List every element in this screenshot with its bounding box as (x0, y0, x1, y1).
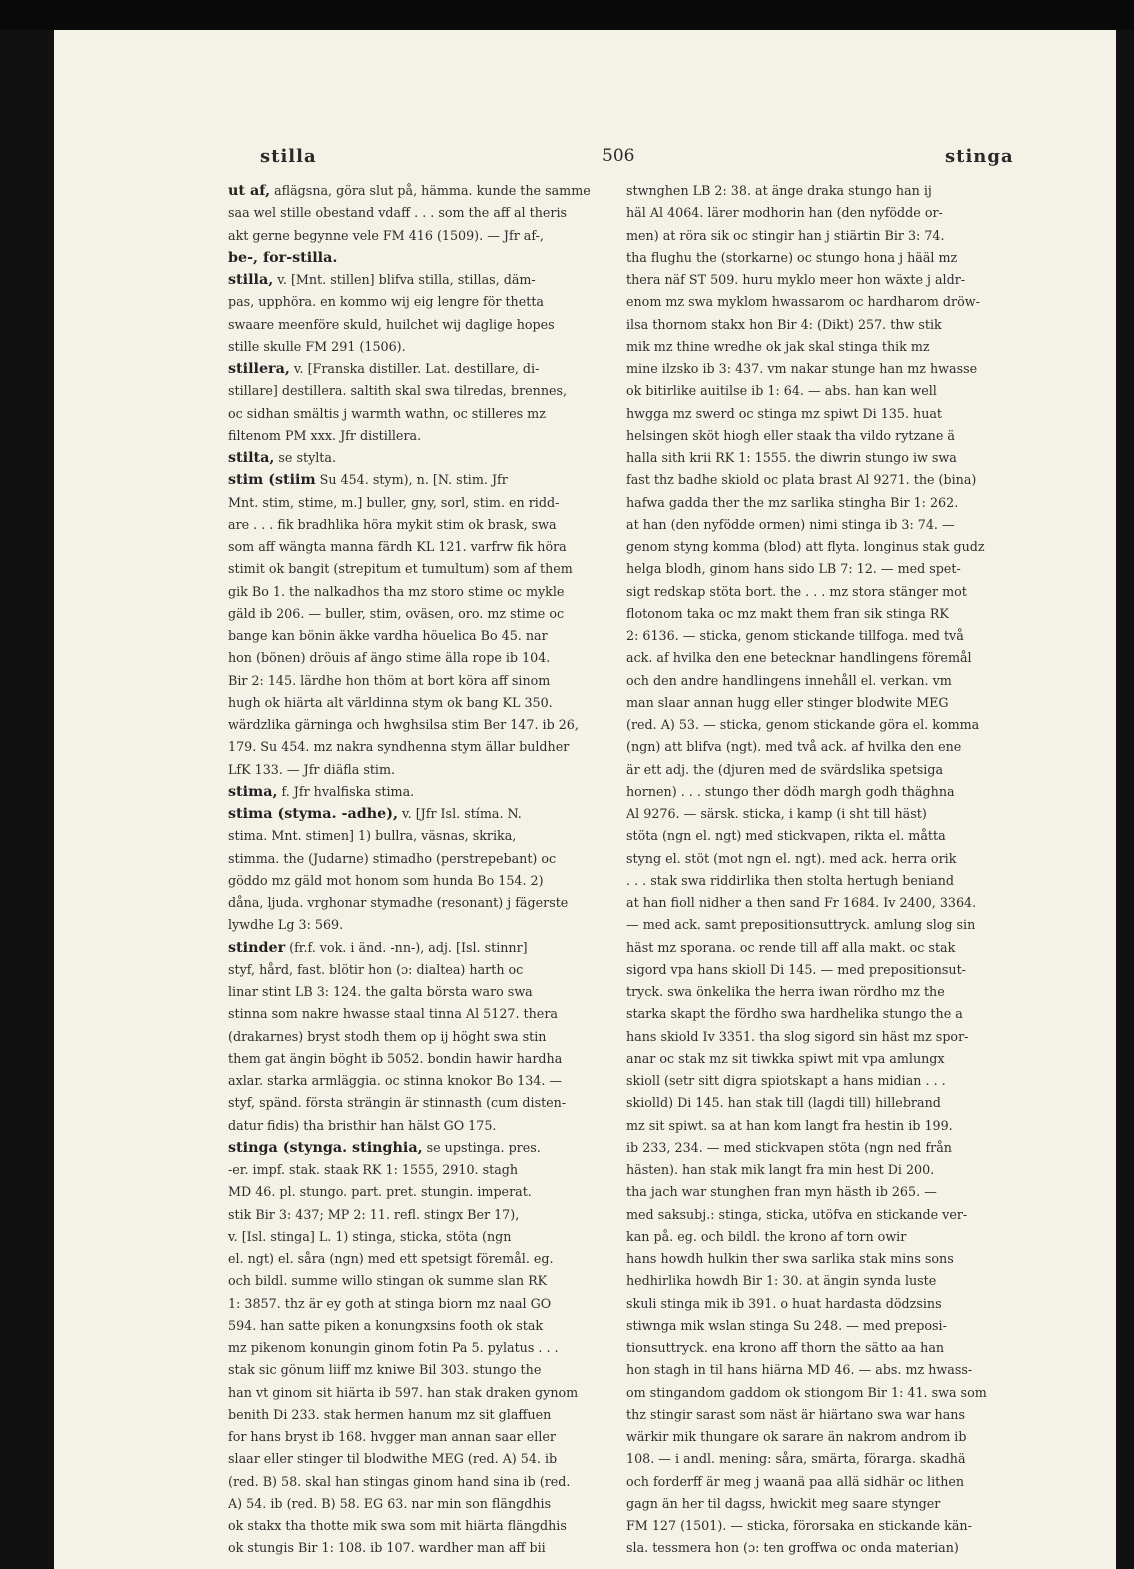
text-line (626, 736, 1042, 758)
text-line (228, 1426, 644, 1448)
entry-text: se upstinga. pres. (422, 1139, 541, 1155)
text-line (228, 759, 644, 781)
entry-text: oc sidhan smältis j warmth wathn, oc stilleres mz (228, 405, 546, 421)
entry-text: (ngn) att blifva (ngt). med två ack. af hvilka den ene (626, 739, 962, 755)
entry-text: sla. tessmera hon (ɔ: ten groffwa oc onda materian) (626, 1540, 959, 1556)
entry-text: stima. Mnt. stimen] 1) bullra, väsnas, skrika, (228, 828, 517, 844)
entry-text: mine ilzsko ib 3: 437. vm nakar stunge han mz hwasse (626, 361, 978, 376)
entry-text: hornen) . . . stungo ther dödh margh godh thäghna (626, 783, 955, 799)
entry-text: stimit ok bangit (strepitum et tumultum) som af them (228, 561, 573, 577)
entry-text: häl Al 4064. lärer modhorin han (den nyfödde or- (626, 205, 943, 221)
text-line (228, 1026, 644, 1048)
text-line (626, 269, 1042, 291)
entry-text: stille skulle FM 291 (1506). (228, 338, 406, 354)
text-line (228, 1226, 644, 1248)
entry-text: FM 127 (1501). — sticka, förorsaka en stickande kän- (626, 1518, 972, 1533)
entry-text: enom mz swa myklom hwassarom oc hardharom dröw- (626, 294, 980, 310)
text-line (626, 825, 1042, 847)
right-column (626, 180, 1042, 1560)
text-line (228, 1493, 644, 1515)
text-line (228, 1092, 644, 1114)
headword: ut af, (228, 183, 271, 199)
text-line (626, 647, 1042, 669)
entry-line (228, 447, 644, 469)
text-line (626, 781, 1042, 803)
entry-text: LfK 133. — Jfr diäfla stim. (228, 761, 396, 777)
entry-text: MD 46. pl. stungo. part. pret. stungin. imperat. (228, 1184, 532, 1200)
entry-text: stwnghen LB 2: 38. at änge draka stungo han ij (626, 183, 932, 198)
text-line (626, 892, 1042, 914)
entry-text: axlar. starka armläggia. oc stinna knokor Bo 134. — (228, 1073, 563, 1088)
text-line (626, 1404, 1042, 1426)
entry-text: mz sit spiwt. sa at han kom langt fra hestin ib 199. (626, 1117, 953, 1133)
entry-text: skioll (setr sitt digra spiotskapt a hans midian . . . (626, 1073, 946, 1088)
text-line (626, 1204, 1042, 1226)
entry-text: Mnt. stim, stime, m.] buller, gny, sorl, stim. en ridd- (228, 494, 560, 510)
running-head-left: stilla (260, 146, 317, 167)
text-line (626, 1181, 1042, 1203)
text-line (228, 581, 644, 603)
text-line (626, 380, 1042, 402)
text-line (228, 1382, 644, 1404)
entry-line (228, 247, 644, 269)
entry-text: är ett adj. the (djuren med de svärdslika spetsiga (626, 761, 944, 777)
entry-text: stak sic gönum liiff mz kniwe Bil 303. stungo the (228, 1362, 542, 1378)
text-line (626, 714, 1042, 736)
text-line (626, 558, 1042, 580)
entry-text: tryck. swa önkelika the herra iwan rördho mz the (626, 984, 945, 999)
entry-text: fast thz badhe skiold oc plata brast Al 9271. the (bina) (626, 472, 977, 488)
entry-text: slaar eller stinger til blodwithe MEG (red. A) 54. ib (228, 1451, 558, 1467)
scan-border (0, 0, 1134, 30)
text-line (626, 1515, 1042, 1537)
text-line (228, 1448, 644, 1470)
text-line (228, 1359, 644, 1381)
page-number: 506 (602, 146, 635, 166)
entry-text: skiolld) Di 145. han stak till (lagdi till) hillebrand (626, 1095, 941, 1111)
entry-text: stöta (ngn el. ngt) med stickvapen, rikta el. måtta (626, 828, 946, 844)
text-line (626, 336, 1042, 358)
entry-text: flotonom taka oc mz makt them fran sik stinga RK (626, 605, 949, 621)
text-line (626, 1537, 1042, 1559)
entry-text: datur fidis) tha bristhir han hälst GO 175. (228, 1117, 497, 1133)
text-line (626, 981, 1042, 1003)
entry-text: med saksubj.: stinga, sticka, utöfva en stickande ver- (626, 1206, 968, 1222)
entry-text: tionsuttryck. ena krono aff thorn the sätto aa han (626, 1340, 945, 1355)
text-line (228, 1515, 644, 1537)
entry-text: . . . stak swa riddirlika then stolta hertugh beniand (626, 872, 954, 888)
text-line (626, 959, 1042, 981)
entry-text: men) at röra sik oc stingir han j stiärtin Bir 3: 74. (626, 227, 945, 243)
entry-text: hon (bönen) dröuis af ängo stime älla rope ib 104. (228, 650, 551, 666)
text-line (228, 692, 644, 714)
entry-text: akt gerne begynne vele FM 416 (1509). — Jfr af-, (228, 227, 544, 243)
text-line (626, 848, 1042, 870)
text-line (228, 291, 644, 313)
text-line (626, 1315, 1042, 1337)
entry-text: v. [Jfr Isl. stíma. N. (397, 806, 522, 821)
entry-line (228, 937, 644, 959)
text-line (228, 1471, 644, 1493)
entry-text: ok stungis Bir 1: 108. ib 107. wardher man aff bii (228, 1540, 546, 1556)
text-line (626, 759, 1042, 781)
text-line (626, 314, 1042, 336)
entry-text: och forderff är meg j waanä paa allä sidhär oc lithen (626, 1473, 965, 1489)
entry-text: (drakarnes) bryst stodh them op ij höght swa stin (228, 1028, 547, 1044)
entry-text: tha flughu the (storkarne) oc stungo hona j hääl mz (626, 249, 958, 265)
text-line (626, 937, 1042, 959)
headword: stilta, (228, 450, 275, 466)
entry-text: tha jach war stunghen fran myn hästh ib 265. — (626, 1184, 937, 1200)
text-line (228, 1270, 644, 1292)
entry-text: ack. af hvilka den ene betecknar handlingens föremål (626, 650, 972, 666)
entry-text: -er. impf. stak. staak RK 1: 1555, 2910. stagh (228, 1162, 519, 1177)
text-line (626, 1293, 1042, 1315)
entry-text: 1: 3857. thz är ey goth at stinga biorn mz naal GO (228, 1295, 552, 1311)
text-line (626, 692, 1042, 714)
text-line (626, 536, 1042, 558)
entry-text: hafwa gadda ther the mz sarlika stingha Bir 1: 262. (626, 494, 959, 510)
text-line (228, 1404, 644, 1426)
dictionary-page (54, 30, 1116, 1569)
text-line (626, 225, 1042, 247)
entry-text: el. ngt) el. såra (ngn) med ett spetsigt föremål. eg. (228, 1251, 554, 1266)
text-line (228, 870, 644, 892)
entry-line (228, 358, 644, 380)
text-line (626, 358, 1042, 380)
entry-text: lywdhe Lg 3: 569. (228, 917, 344, 933)
text-line (626, 247, 1042, 269)
text-line (228, 1003, 644, 1025)
entry-text: filtenom PM xxx. Jfr distillera. (228, 427, 422, 443)
text-line (228, 981, 644, 1003)
headword: stinder (228, 939, 286, 956)
entry-text: hon stagh in til hans hiärna MD 46. — abs. mz hwass- (626, 1362, 973, 1378)
text-line (228, 1315, 644, 1337)
text-line (626, 603, 1042, 625)
entry-text: — med ack. samt prepositionsuttryck. amlung slog sin (626, 917, 976, 933)
text-line (228, 558, 644, 580)
text-line (228, 603, 644, 625)
text-line (626, 180, 1042, 202)
entry-text: saa wel stille obestand vdaff . . . som the aff al theris (228, 205, 568, 221)
text-line (228, 736, 644, 758)
text-line (228, 1537, 644, 1559)
entry-text: styng el. stöt (mot ngn el. ngt). med ack. herra orik (626, 850, 957, 866)
text-line (228, 914, 644, 936)
entry-text: them gat ängin böght ib 5052. bondin hawir hardha (228, 1050, 563, 1066)
headword: stim (stiim (228, 472, 316, 489)
entry-text: kan på. eg. och bildl. the krono af torn owir (626, 1228, 907, 1244)
text-line (626, 1471, 1042, 1493)
entry-text: gäld ib 206. — buller, stim, oväsen, oro. mz stime oc (228, 605, 565, 621)
entry-text: v. [Isl. stinga] L. 1) stinga, sticka, stöta (ngn (228, 1228, 512, 1244)
entry-line (228, 1137, 644, 1159)
text-line (228, 892, 644, 914)
text-line (626, 1115, 1042, 1137)
entry-text: han vt ginom sit hiärta ib 597. han stak draken gynom (228, 1384, 579, 1400)
entry-text: anar oc stak mz sit tiwkka spiwt mit vpa amlungx (626, 1050, 945, 1066)
entry-text: at han fioll nidher a then sand Fr 1684. Iv 2400, 3364. (626, 895, 977, 910)
entry-text: och bildl. summe willo stingan ok summe slan RK (228, 1273, 548, 1289)
entry-text: v. [Mnt. stillen] blifva stilla, stillas, däm- (273, 272, 536, 287)
entry-text: thz stingir sarast som näst är hiärtano swa war hans (626, 1406, 965, 1422)
entry-text: aflägsna, göra slut på, hämma. kunde the samme (270, 183, 591, 198)
text-line (626, 1426, 1042, 1448)
entry-text: halla sith krii RK 1: 1555. the diwrin stungo iw swa (626, 450, 957, 465)
text-line (228, 714, 644, 736)
text-line (228, 1159, 644, 1181)
entry-text: linar stint LB 3: 124. the galta börsta waro swa (228, 984, 533, 999)
text-line (626, 1070, 1042, 1092)
entry-text: pas, upphöra. en kommo wij eig lengre för thetta (228, 294, 544, 310)
entry-text: skuli stinga mik ib 391. o huat hardasta dödzsins (626, 1295, 942, 1311)
entry-text: are . . . fik bradhlika höra mykit stim ok brask, swa (228, 516, 557, 532)
entry-text: mz pikenom konungin ginom fotin Pa 5. pylatus . . . (228, 1340, 559, 1355)
text-line (626, 803, 1042, 825)
text-line (626, 1159, 1042, 1181)
entry-text: wärdzlika gärninga och hwghsilsa stim Ber 147. ib 26, (228, 717, 579, 732)
text-line (626, 403, 1042, 425)
text-line (626, 1448, 1042, 1470)
text-line (626, 1270, 1042, 1292)
text-line (626, 670, 1042, 692)
text-line (626, 1092, 1042, 1114)
headword: stima (styma. -adhe), (228, 806, 398, 822)
entry-text: v. [Franska distiller. Lat. destillare, di- (289, 361, 540, 376)
text-line (626, 447, 1042, 469)
entry-text: sigt redskap stöta bort. the . . . mz stora stänger mot (626, 583, 967, 599)
text-line (626, 870, 1042, 892)
headword: stinga (stynga. stinghia, (228, 1139, 423, 1156)
entry-text: man slaar annan hugg eller stinger blodwite MEG (626, 694, 949, 710)
entry-text: (fr.f. vok. i änd. -nn-), adj. [Isl. stinnr] (285, 939, 528, 955)
entry-text: stimma. the (Judarne) stimadho (perstrepebant) oc (228, 850, 557, 866)
entry-text: helga blodh, ginom hans sido LB 7: 12. — med spet- (626, 561, 961, 577)
text-line (626, 1382, 1042, 1404)
running-head-right: stinga (945, 146, 1014, 167)
text-line (228, 1204, 644, 1226)
text-line (228, 336, 644, 358)
entry-text: ib 233, 234. — med stickvapen stöta (ngn ned från (626, 1139, 952, 1155)
entry-text: stiwnga mik wslan stinga Su 248. — med preposi- (626, 1317, 947, 1333)
entry-text: se stylta. (274, 450, 336, 465)
entry-text: Bir 2: 145. lärdhe hon thöm at bort köra aff sinom (228, 672, 551, 688)
entry-text: genom styng komma (blod) att flyta. longinus stak gudz (626, 539, 985, 554)
entry-text: gagn än her til dagss, hwickit meg saare stynger (626, 1495, 941, 1511)
headword: stilla, (228, 272, 274, 288)
entry-text: for hans bryst ib 168. hvgger man annan saar eller (228, 1429, 556, 1444)
text-line (228, 1337, 644, 1359)
entry-text: ilsa thornom stakx hon Bir 4: (Dikt) 257. thw stik (626, 316, 942, 332)
left-column (228, 180, 644, 1560)
entry-text: om stingandom gaddom ok stiongom Bir 1: 41. swa som (626, 1384, 987, 1400)
text-line (626, 1048, 1042, 1070)
headword: stillera, (228, 361, 290, 377)
entry-text: 179. Su 454. mz nakra syndhenna stym ällar buldher (228, 739, 570, 755)
text-line (228, 825, 644, 847)
entry-text: hästen). han stak mik langt fra min hest Di 200. (626, 1162, 935, 1177)
entry-text: thera näf ST 509. huru myklo meer hon wäxte j aldr- (626, 272, 966, 287)
text-line (626, 492, 1042, 514)
text-line (228, 403, 644, 425)
headword: be-, for-stilla. (228, 249, 338, 266)
text-line (228, 492, 644, 514)
entry-text: hwgga mz swerd oc stinga mz spiwt Di 135. huat (626, 405, 943, 421)
text-line (626, 1337, 1042, 1359)
entry-text: (red. B) 58. skal han stingas ginom hand sina ib (red. (228, 1473, 571, 1489)
entry-line (228, 469, 644, 491)
text-line (626, 1248, 1042, 1270)
text-line (228, 202, 644, 224)
text-line (626, 291, 1042, 313)
entry-line (228, 781, 644, 803)
text-line (626, 625, 1042, 647)
entry-text: Al 9276. — särsk. sticka, i kamp (i sht till häst) (626, 806, 927, 821)
text-line (228, 670, 644, 692)
text-line (228, 1070, 644, 1092)
text-line (228, 380, 644, 402)
entry-text: mik mz thine wredhe ok jak skal stinga thik mz (626, 338, 930, 354)
text-line (228, 1181, 644, 1203)
text-line (228, 314, 644, 336)
text-line (626, 1003, 1042, 1025)
text-line (228, 1048, 644, 1070)
text-line (626, 202, 1042, 224)
text-line (626, 914, 1042, 936)
entry-line (228, 803, 644, 825)
text-line (626, 1226, 1042, 1248)
entry-text: stinna som nakre hwasse staal tinna Al 5127. thera (228, 1006, 558, 1022)
entry-text: styf, hård, fast. blötir hon (ɔ: dialtea) harth oc (228, 961, 524, 977)
entry-text: sigord vpa hans skioll Di 145. — med prepositionsut- (626, 961, 966, 977)
entry-text: (red. A) 53. — sticka, genom stickande göra el. komma (626, 717, 980, 732)
entry-text: A) 54. ib (red. B) 58. EG 63. nar min son flängdhis (228, 1495, 552, 1511)
text-line (626, 1026, 1042, 1048)
entry-text: wärkir mik thungare ok sarare än nakrom androm ib (626, 1429, 967, 1444)
text-line (228, 848, 644, 870)
entry-text: som aff wängta manna färdh KL 121. varfrw fik höra (228, 539, 567, 554)
text-line (228, 536, 644, 558)
entry-text: ok bitirlike auitilse ib 1: 64. — abs. han kan well (626, 383, 937, 399)
text-line (626, 1359, 1042, 1381)
entry-text: hans howdh hulkin ther swa sarlika stak mins sons (626, 1251, 954, 1266)
entry-text: häst mz sporana. oc rende till aff alla makt. oc stak (626, 939, 956, 955)
entry-text: swaare meenföre skuld, huilchet wij daglige hopes (228, 316, 555, 332)
text-line (228, 425, 644, 447)
text-line (228, 1248, 644, 1270)
entry-text: at han (den nyfödde ormen) nimi stinga ib 3: 74. — (626, 516, 955, 532)
entry-text: och den andre handlingens innehåll el. verkan. vm (626, 672, 952, 688)
text-line (228, 225, 644, 247)
entry-text: hugh ok hiärta alt världinna stym ok bang KL 350. (228, 694, 553, 710)
entry-text: göddo mz gäld mot honom som hunda Bo 154. 2) (228, 872, 544, 888)
entry-text: helsingen sköt hiogh eller staak tha vildo rytzane ä (626, 427, 955, 443)
text-line (626, 581, 1042, 603)
text-line (626, 1493, 1042, 1515)
entry-text: f. Jfr hvalfiska stima. (277, 783, 415, 799)
entry-text: gik Bo 1. the nalkadhos tha mz storo stime oc mykle (228, 583, 565, 599)
entry-text: benith Di 233. stak hermen hanum mz sit glaffuen (228, 1406, 552, 1422)
entry-text: ok stakx tha thotte mik swa som mit hiärta flängdhis (228, 1518, 567, 1533)
text-line (228, 1115, 644, 1137)
entry-text: hedhirlika howdh Bir 1: 30. at ängin synda luste (626, 1273, 937, 1289)
entry-text: styf, spänd. första strängin är stinnasth (cum disten- (228, 1095, 567, 1111)
text-line (228, 647, 644, 669)
text-line (626, 469, 1042, 491)
entry-text: hans skiold Iv 3351. tha slog sigord sin häst mz spor- (626, 1028, 969, 1044)
entry-text: starka skapt the fördho swa hardhelika stungo the a (626, 1006, 963, 1022)
text-line (228, 959, 644, 981)
entry-text: bange kan bönin äkke vardha höuelica Bo 45. nar (228, 628, 548, 643)
entry-text: dåna, ljuda. vrghonar stymadhe (resonant) j fägerste (228, 895, 569, 910)
entry-text: stillare] destillera. saltith skal swa tilredas, brennes, (228, 383, 568, 399)
headword: stima, (228, 783, 278, 800)
text-line (228, 514, 644, 536)
entry-text: 594. han satte piken a konungxsins footh ok stak (228, 1317, 544, 1333)
entry-line (228, 180, 644, 202)
text-line (228, 1293, 644, 1315)
text-line (228, 625, 644, 647)
entry-text: Su 454. stym), n. [N. stim. Jfr (315, 472, 508, 488)
entry-text: stik Bir 3: 437; MP 2: 11. refl. stingx Ber 17), (228, 1206, 520, 1222)
entry-line (228, 269, 644, 291)
text-line (626, 425, 1042, 447)
entry-text: 108. — i andl. mening: såra, smärta, förarga. skadhä (626, 1451, 966, 1467)
entry-text: 2: 6136. — sticka, genom stickande tillfoga. med två (626, 628, 964, 643)
text-line (626, 1137, 1042, 1159)
text-line (626, 514, 1042, 536)
